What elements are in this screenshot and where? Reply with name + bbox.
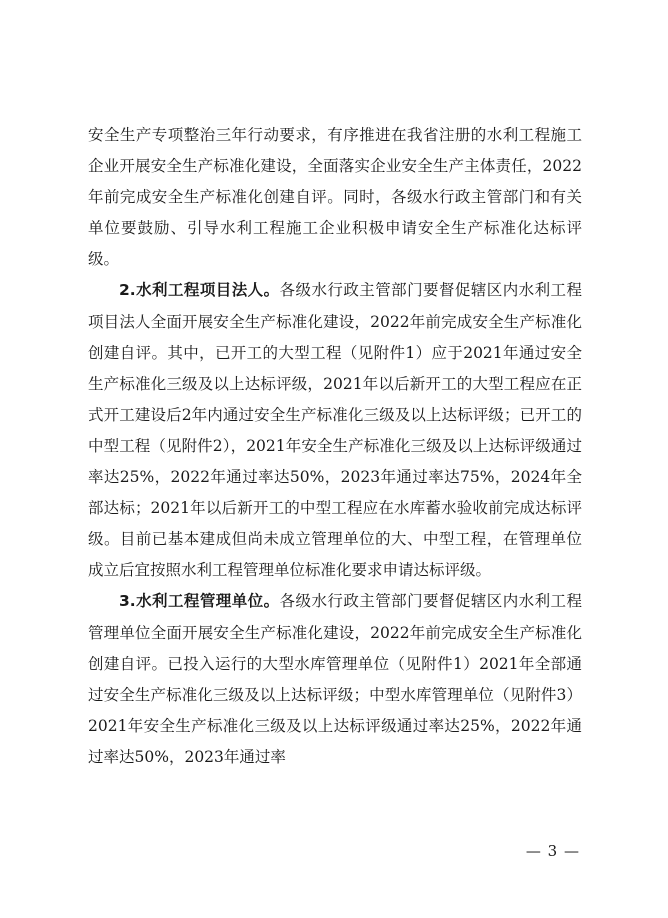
paragraph-1-text: 安全生产专项整治三年行动要求，有序推进在我省注册的水利工程施工企业开展安全生产标准化建设，全面落实企业安全生产主体责任，2022年前完成安全生产标准化创建自评。同时，各级水行政主管部门和有关单位要鼓励、引导水利工程施工企业积极申请安全生产标准化达标评级。	[88, 126, 582, 269]
paragraph-1	[88, 120, 582, 275]
paragraph-3-heading: 3.水利工程管理单位。	[119, 592, 280, 611]
paragraph-2-heading: 2.水利工程项目法人。	[119, 281, 280, 300]
page-number: — 3 —	[525, 842, 580, 860]
paragraph-3	[88, 586, 582, 773]
paragraph-2-text: 各级水行政主管部门要督促辖区内水利工程项目法人全面开展安全生产标准化建设，2022年前完成安全生产标准化创建自评。其中，已开工的大型工程（见附件1）应于2021年通过安全生产标准化三级及以上达标评级，2021年以后新开工的大型工程应在正式开工建设后2年内通过安全生产标准化三级及以上达标评级；已开工的中型工程（见附件2），2021年安全生产标准化三级及以上达标评级通过率达25%，2022年通过率达50%，2023年通过率达75%，2024年全部达标；2021年以后新开工的中型工程应在水库蓄水验收前完成达标评级。目前已基本建成但尚未成立管理单位的大、中型工程，在管理单位成立后宜按照水利工程管理单位标准化要求申请达标评级。	[88, 281, 582, 580]
paragraph-2	[88, 275, 582, 586]
paragraph-3-text: 各级水行政主管部门要督促辖区内水利工程管理单位全面开展安全生产标准化建设，2022年前完成安全生产标准化创建自评。已投入运行的大型水库管理单位（见附件1）2021年全部通过安全生产标准化三级及以上达标评级；中型水库管理单位（见附件3）2021年安全生产标准化三级及以上达标评级通过率达25%，2022年通过率达50%，2023年通过率	[88, 592, 582, 766]
body-text	[88, 120, 582, 773]
